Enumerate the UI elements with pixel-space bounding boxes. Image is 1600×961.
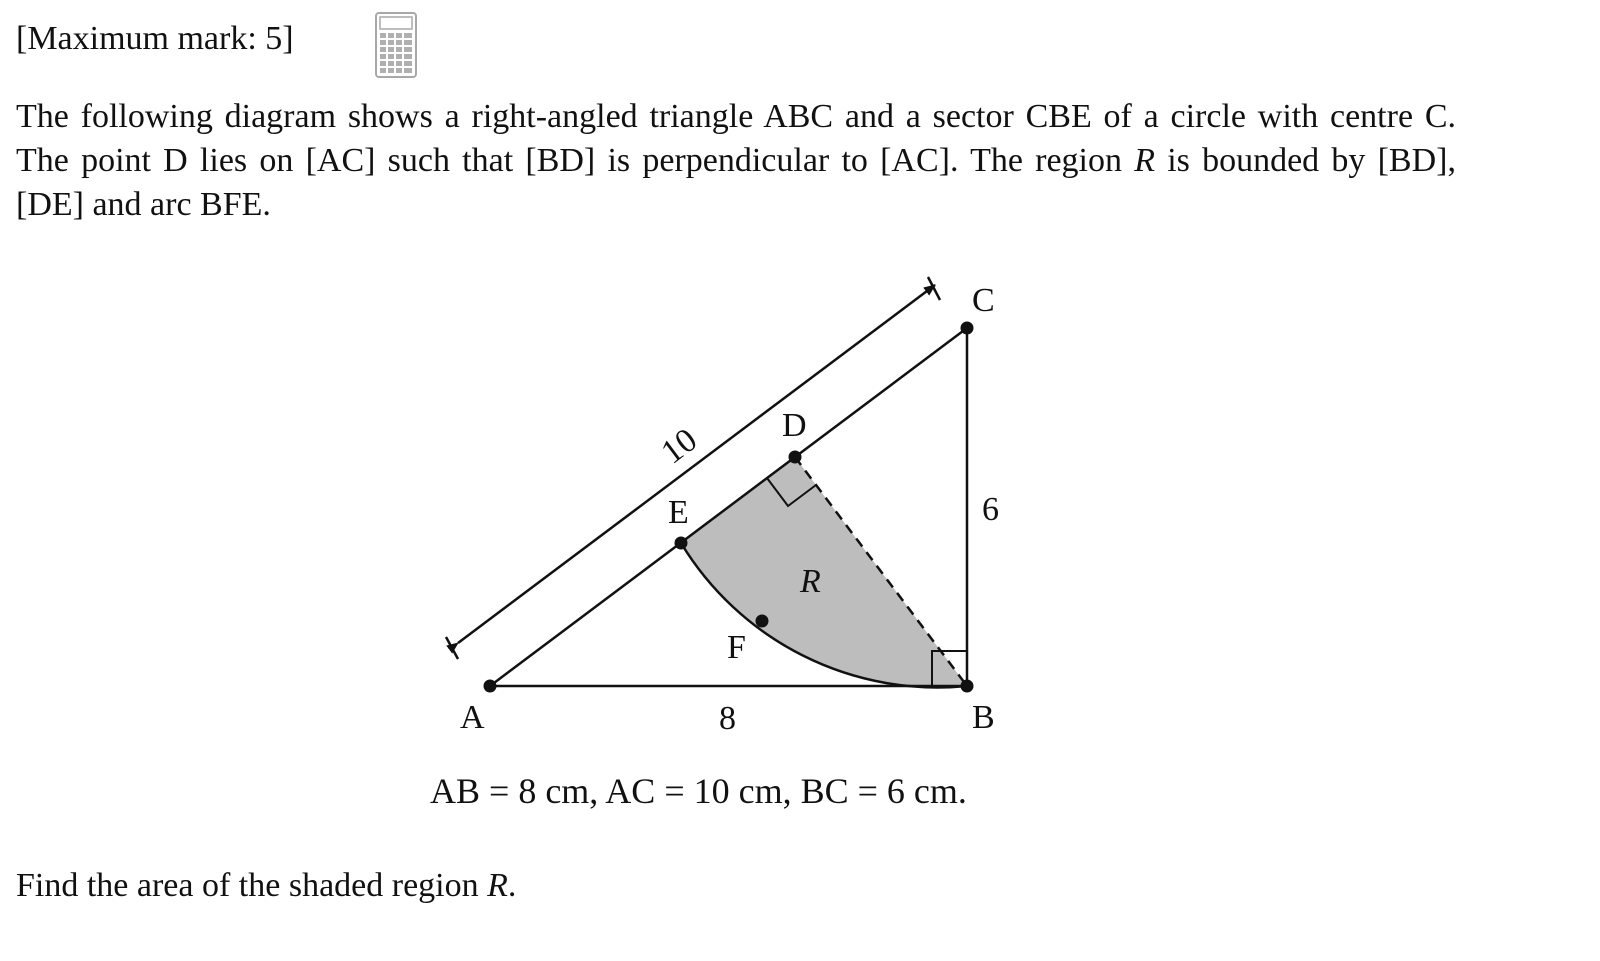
label-c: C — [972, 282, 995, 319]
region-symbol: R — [1134, 142, 1155, 179]
label-e: E — [668, 494, 689, 531]
intro-text-part2: is bounded by [BD], [DE] and arc BFE. — [16, 142, 1456, 223]
shaded-region-r — [681, 457, 967, 687]
point-b — [961, 680, 974, 693]
point-c — [961, 322, 974, 335]
label-region-r: R — [800, 563, 821, 600]
question-text: Find the area of the shaded region — [16, 867, 488, 904]
question-prompt — [16, 866, 516, 907]
label-a: A — [460, 699, 485, 736]
question-end: . — [507, 867, 517, 904]
dimension-tick-a — [446, 637, 458, 659]
length-bc: 6 — [982, 491, 999, 528]
question-symbol: R — [487, 867, 508, 904]
point-e — [675, 537, 688, 550]
point-d — [789, 451, 802, 464]
lengths-caption: AB = 8 cm, AC = 10 cm, BC = 6 cm. — [430, 771, 967, 811]
point-a — [484, 680, 497, 693]
label-f: F — [727, 629, 746, 666]
length-ab: 8 — [719, 700, 736, 737]
point-f — [756, 615, 769, 628]
label-d: D — [782, 407, 807, 444]
intro-text-part1: The following diagram shows a right-angled triangle ABC and a sector CBE of a circle with centre C. The point D lies on [AC] such that [BD] is perpendicular to [AC]. The region — [16, 98, 1456, 179]
label-b: B — [972, 699, 995, 736]
maximum-mark: [Maximum mark: 5] — [16, 20, 294, 57]
length-ac: 10 — [654, 421, 704, 472]
